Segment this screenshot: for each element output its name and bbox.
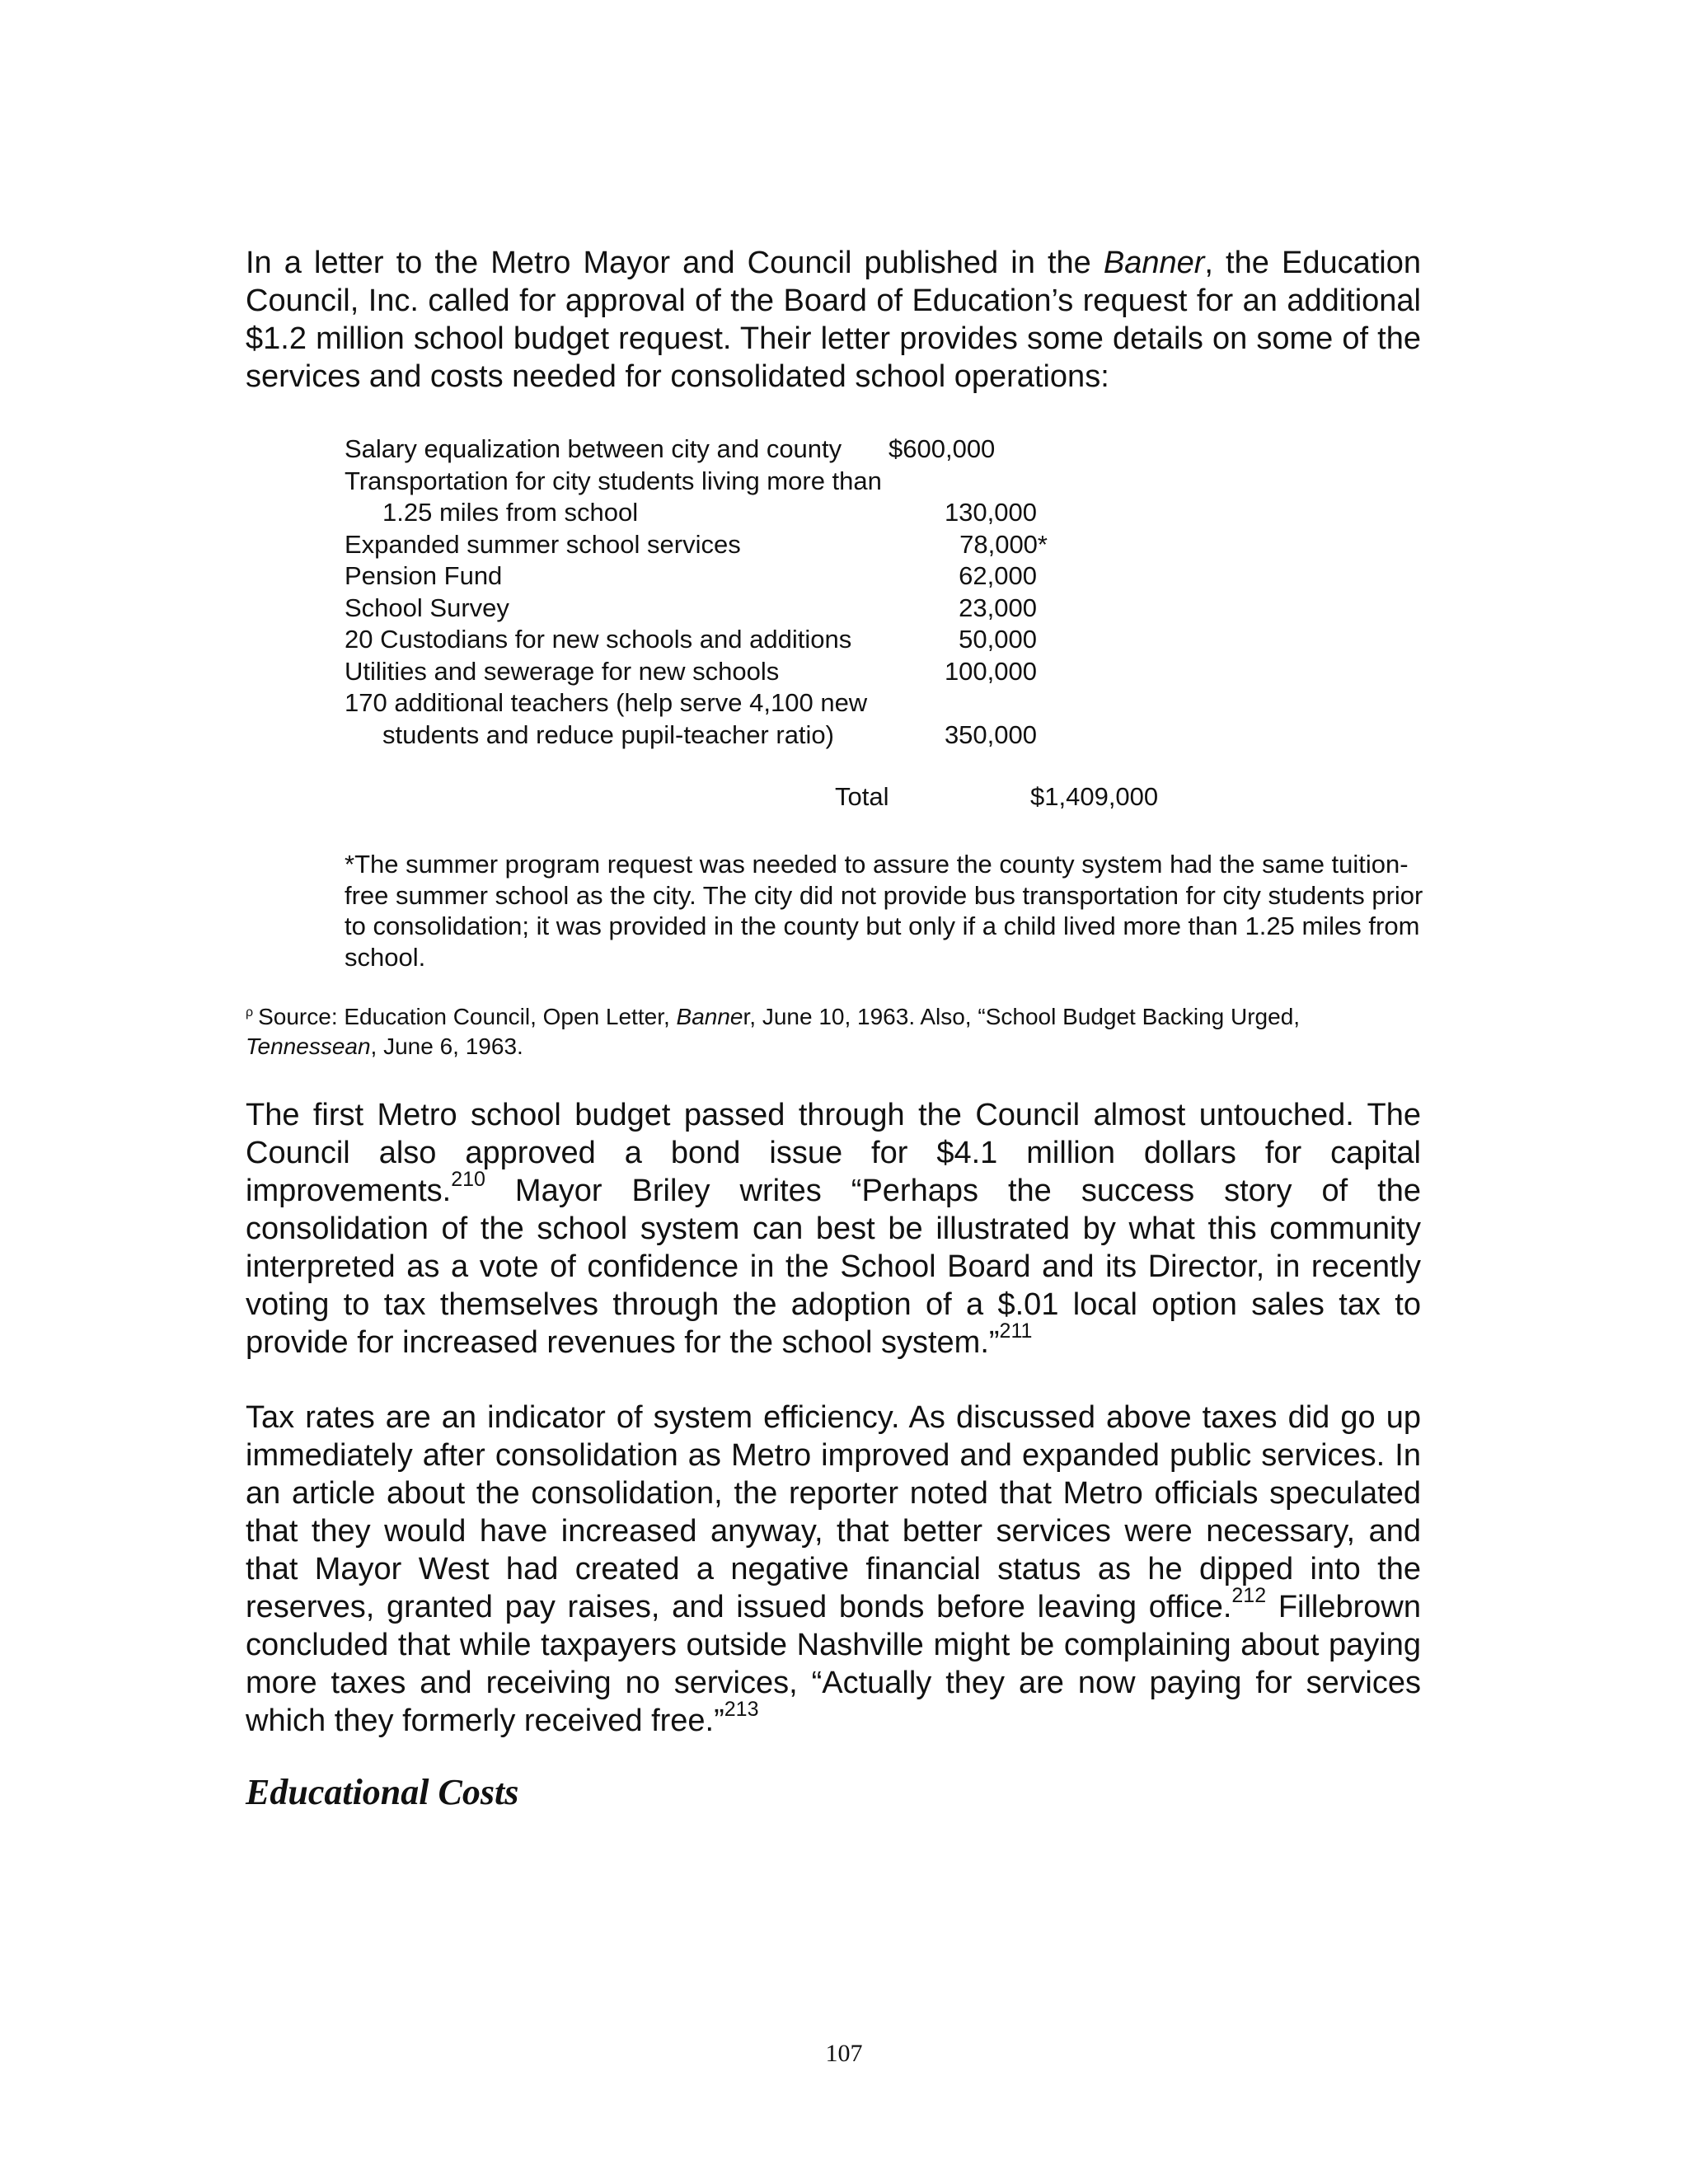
budget-amount: 100,000 [944,656,1037,686]
paragraph-text: Tax rates are an indicator of system efficiency. As discussed above taxes did go up immediately after consolidation as Metro improved and expanded public services. In an article about the consolidation, the reporter noted that Metro officials speculated that they would have increased anyway, that better services were necessary, and that Mayor West had created a negative financial status as he dipped into the reserves, granted pay raises, and issued bonds before leaving office. [246,1400,1421,1624]
budget-item: 20 Custodians for new schools and additions [345,625,852,654]
tax-rates-paragraph [246,1399,1421,1740]
budget-item: Transportation for city students living more than [345,466,882,495]
source-text: r, June 10, 1963. Also, “School Budget Backing Urged, [743,1004,1301,1029]
budget-item: Expanded summer school services [345,529,741,559]
footnote-ref: 212 [1231,1584,1267,1608]
budget-item-continued: 1.25 miles from school [382,498,639,527]
budget-amount: $600,000 [889,434,996,463]
page-number: 107 [825,2040,863,2067]
budget-row [345,719,1251,752]
intro-text-end: , the Education Council, Inc. called for approval of the Board of Education’s request for an additional $1.2 million school budget request. Their letter provides some details on some of the services and costs needed for consolidated school operations: [246,246,1421,394]
footnote-ref: 213 [724,1698,759,1722]
budget-item: School Survey [345,593,509,622]
intro-text-start: In a letter to the Metro Mayor and Council published in the [246,246,1104,280]
budget-item: Utilities and sewerage for new schools [345,656,780,686]
source-text: , June 6, 1963. [370,1033,523,1059]
source-publication: Banne [676,1004,743,1029]
source-text: Source: Education Council, Open Letter, [258,1004,677,1029]
budget-row [345,466,1251,498]
budget-amount: 62,000 [959,561,1037,590]
budget-amount: 350,000 [944,719,1037,749]
budget-item-continued: students and reduce pupil-teacher ratio) [382,719,834,749]
intro-paragraph [246,244,1421,396]
source-publication: Tennessean [246,1033,371,1059]
footnote-ref: 210 [451,1168,485,1192]
budget-item: Pension Fund [345,561,503,590]
budget-amount: 23,000 [959,593,1037,622]
section-heading: Educational Costs [246,1772,519,1812]
total-label: Total [835,782,889,811]
paragraph-text: The first Metro school budget passed through the Council almost untouched. The Council also approved a bond issue for $4.1 million dollars for capital improvements. [246,1098,1421,1208]
paragraph-text: Fillebrown concluded that while taxpayers outside Nashville might be complaining about paying more taxes and receiving no services, “Actually they are now paying for services which they formerly received free.” [246,1590,1422,1738]
source-citation [246,1002,1424,1062]
budget-row [345,687,1251,719]
source-mark: ρ [246,1005,254,1019]
budget-table [345,434,1251,751]
budget-item: Salary equalization between city and county [345,434,842,463]
budget-row [345,529,1251,561]
total-amount: $1,409,000 [1030,782,1159,811]
budget-row [345,624,1251,656]
budget-row [345,497,1251,529]
paragraph-text: Mayor Briley writes “Perhaps the success story of the consolidation of the school system can best be illustrated by what this community interpreted as a vote of confidence in the School Board and its Director, in recently voting to tax themselves through the adoption of a $.01 local option sales tax to provide for increased revenues for the school system.” [246,1174,1421,1360]
banner-title: Banner [1103,246,1205,280]
budget-total-row [345,781,1251,813]
budget-paragraph [246,1096,1421,1361]
budget-row [345,560,1251,593]
footnote-ref: 211 [999,1319,1033,1343]
budget-row [345,434,1251,466]
budget-amount: 50,000 [959,625,1037,654]
summer-program-footnote: *The summer program request was needed to assure the county system had the same tuition-free summer school as the city. The city did not provide bus transportation for city students prior to consolidation; it was provided in the county but only if a child lived more than 1.25 miles from school. [345,850,1423,972]
budget-row [345,656,1251,688]
budget-amount: 130,000 [944,498,1037,527]
budget-item: 170 additional teachers (help serve 4,100 new [345,688,868,717]
budget-amount: 78,000* [959,529,1048,559]
budget-row [345,593,1251,625]
